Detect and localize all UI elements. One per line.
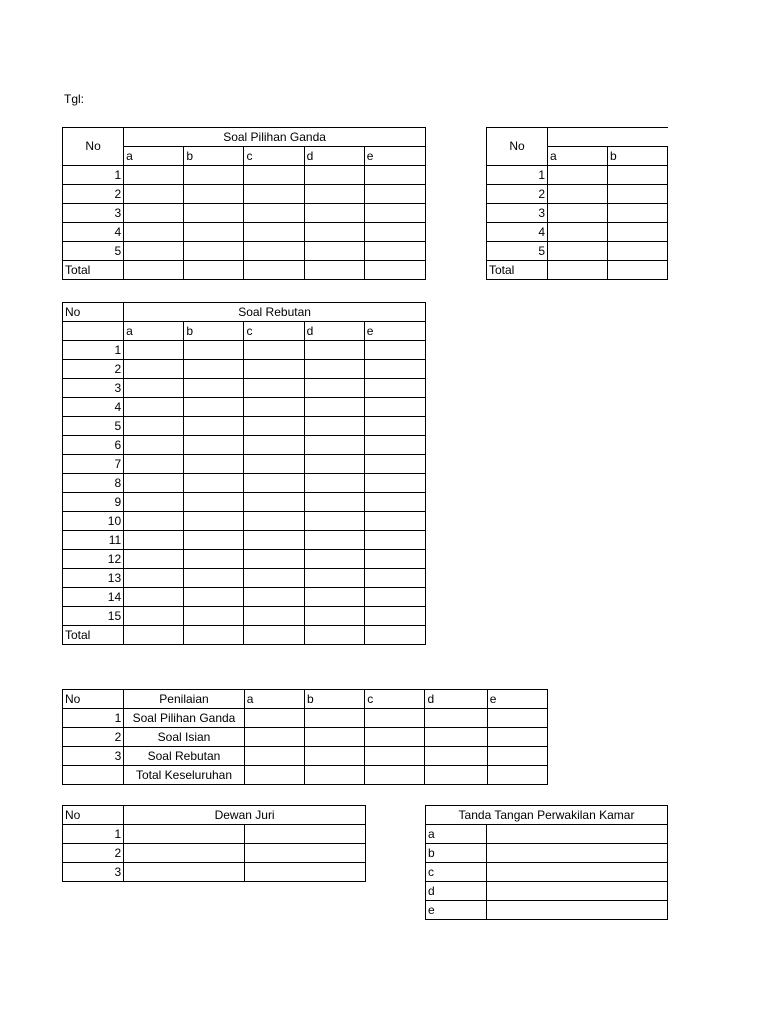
letter-header: c bbox=[244, 322, 304, 341]
score-cell[interactable] bbox=[184, 223, 244, 242]
table-row bbox=[63, 185, 426, 204]
table-row bbox=[63, 531, 426, 550]
row-number: 14 bbox=[63, 588, 124, 607]
table-row bbox=[63, 417, 426, 436]
score-cell[interactable] bbox=[364, 455, 425, 474]
score-cell[interactable] bbox=[124, 626, 184, 645]
signature-cell[interactable] bbox=[487, 844, 668, 863]
score-cell[interactable] bbox=[244, 766, 304, 785]
score-cell[interactable] bbox=[425, 747, 487, 766]
row-number: 2 bbox=[63, 360, 124, 379]
score-cell[interactable] bbox=[124, 185, 184, 204]
score-cell[interactable] bbox=[364, 379, 425, 398]
kamar-label: d bbox=[426, 882, 487, 901]
score-cell[interactable] bbox=[244, 607, 304, 626]
score-cell[interactable] bbox=[668, 166, 669, 185]
rebutan-table bbox=[62, 302, 426, 645]
score-cell[interactable] bbox=[184, 436, 244, 455]
row-number: 10 bbox=[63, 512, 124, 531]
score-cell[interactable] bbox=[304, 550, 364, 569]
no-header: No bbox=[63, 303, 124, 322]
score-cell[interactable] bbox=[425, 766, 487, 785]
score-cell[interactable] bbox=[184, 379, 244, 398]
penilaian-label: Total Keseluruhan bbox=[124, 766, 244, 785]
kamar-label: b bbox=[426, 844, 487, 863]
score-cell[interactable] bbox=[668, 185, 669, 204]
score-cell[interactable] bbox=[548, 166, 608, 185]
row-number: 1 bbox=[63, 341, 124, 360]
score-cell[interactable] bbox=[364, 417, 425, 436]
score-cell[interactable] bbox=[124, 261, 184, 280]
juri-signature-cell[interactable] bbox=[244, 825, 365, 844]
penilaian-label: Soal Pilihan Ganda bbox=[124, 709, 244, 728]
score-cell[interactable] bbox=[244, 360, 304, 379]
table-row bbox=[426, 863, 668, 882]
score-cell[interactable] bbox=[124, 417, 184, 436]
table-row bbox=[426, 882, 668, 901]
letter-header: b bbox=[184, 322, 244, 341]
score-cell[interactable] bbox=[184, 531, 244, 550]
score-cell[interactable] bbox=[364, 493, 425, 512]
score-cell[interactable] bbox=[304, 569, 364, 588]
score-cell[interactable] bbox=[364, 398, 425, 417]
score-cell[interactable] bbox=[548, 204, 608, 223]
score-cell[interactable] bbox=[184, 398, 244, 417]
signature-cell[interactable] bbox=[487, 882, 668, 901]
table-title-empty bbox=[548, 128, 669, 147]
score-cell[interactable] bbox=[184, 626, 244, 645]
score-cell[interactable] bbox=[244, 242, 304, 261]
score-cell[interactable] bbox=[184, 204, 244, 223]
row-number: 13 bbox=[63, 569, 124, 588]
score-cell[interactable] bbox=[184, 607, 244, 626]
kamar-label: a bbox=[426, 825, 487, 844]
score-cell[interactable] bbox=[365, 747, 425, 766]
score-cell[interactable] bbox=[244, 204, 304, 223]
score-cell[interactable] bbox=[244, 185, 304, 204]
score-cell[interactable] bbox=[608, 242, 668, 261]
score-cell[interactable] bbox=[364, 512, 425, 531]
score-cell[interactable] bbox=[668, 242, 669, 261]
letter-header-empty bbox=[668, 147, 669, 166]
score-cell[interactable] bbox=[244, 531, 304, 550]
score-cell[interactable] bbox=[364, 607, 425, 626]
score-cell[interactable] bbox=[244, 512, 304, 531]
no-header: No bbox=[63, 806, 124, 825]
score-cell[interactable] bbox=[548, 261, 608, 280]
score-cell[interactable] bbox=[364, 360, 425, 379]
score-cell[interactable] bbox=[304, 766, 364, 785]
side-score-table bbox=[486, 127, 668, 280]
score-cell[interactable] bbox=[304, 607, 364, 626]
score-cell[interactable] bbox=[124, 588, 184, 607]
pilihan-ganda-table bbox=[62, 127, 426, 280]
score-cell[interactable] bbox=[487, 747, 547, 766]
score-cell[interactable] bbox=[244, 493, 304, 512]
score-cell[interactable] bbox=[244, 166, 304, 185]
score-cell[interactable] bbox=[184, 550, 244, 569]
row-number: 5 bbox=[63, 242, 124, 261]
score-cell[interactable] bbox=[184, 455, 244, 474]
score-cell[interactable] bbox=[304, 242, 364, 261]
row-number: 12 bbox=[63, 550, 124, 569]
score-cell[interactable] bbox=[184, 242, 244, 261]
score-cell[interactable] bbox=[304, 709, 364, 728]
score-cell[interactable] bbox=[124, 512, 184, 531]
row-number: 2 bbox=[487, 185, 548, 204]
table-title: Soal Rebutan bbox=[124, 303, 426, 322]
score-cell[interactable] bbox=[304, 185, 364, 204]
score-cell[interactable] bbox=[364, 588, 425, 607]
score-cell[interactable] bbox=[304, 588, 364, 607]
row-number: 1 bbox=[63, 709, 124, 728]
score-cell[interactable] bbox=[184, 341, 244, 360]
score-cell[interactable] bbox=[365, 766, 425, 785]
score-cell[interactable] bbox=[124, 569, 184, 588]
score-cell[interactable] bbox=[304, 398, 364, 417]
row-number bbox=[63, 766, 124, 785]
letter-header: e bbox=[487, 690, 547, 709]
score-cell[interactable] bbox=[668, 204, 669, 223]
letter-header: e bbox=[364, 147, 425, 166]
juri-name-cell[interactable] bbox=[124, 825, 244, 844]
score-cell[interactable] bbox=[124, 607, 184, 626]
letter-header: a bbox=[124, 147, 184, 166]
score-cell[interactable] bbox=[364, 626, 425, 645]
score-cell[interactable] bbox=[608, 185, 668, 204]
letter-header: e bbox=[364, 322, 425, 341]
table-row bbox=[63, 398, 426, 417]
table-row bbox=[63, 844, 366, 863]
score-cell[interactable] bbox=[364, 166, 425, 185]
score-cell[interactable] bbox=[304, 493, 364, 512]
row-number: 6 bbox=[63, 436, 124, 455]
letter-header: d bbox=[425, 690, 487, 709]
score-cell[interactable] bbox=[184, 166, 244, 185]
score-cell[interactable] bbox=[124, 341, 184, 360]
table-title: Dewan Juri bbox=[124, 806, 366, 825]
score-cell[interactable] bbox=[124, 493, 184, 512]
row-number: 5 bbox=[63, 417, 124, 436]
no-header: No bbox=[487, 128, 548, 166]
table-row bbox=[63, 728, 548, 747]
table-row bbox=[63, 455, 426, 474]
score-cell[interactable] bbox=[304, 417, 364, 436]
row-number: 3 bbox=[63, 747, 124, 766]
penilaian-label: Soal Isian bbox=[124, 728, 244, 747]
table-row bbox=[426, 844, 668, 863]
letter-header: c bbox=[365, 690, 425, 709]
penilaian-header: Penilaian bbox=[124, 690, 244, 709]
row-number: 3 bbox=[487, 204, 548, 223]
row-number: 3 bbox=[63, 863, 124, 882]
score-cell[interactable] bbox=[304, 360, 364, 379]
score-cell[interactable] bbox=[244, 588, 304, 607]
score-cell[interactable] bbox=[364, 569, 425, 588]
dewan-juri-table bbox=[62, 805, 366, 882]
score-cell[interactable] bbox=[184, 417, 244, 436]
score-cell[interactable] bbox=[364, 531, 425, 550]
total-label: Total bbox=[487, 261, 548, 280]
table-row bbox=[63, 825, 366, 844]
score-cell[interactable] bbox=[668, 261, 669, 280]
row-number: 2 bbox=[63, 728, 124, 747]
letter-header: b bbox=[304, 690, 364, 709]
score-cell[interactable] bbox=[364, 474, 425, 493]
kamar-label: c bbox=[426, 863, 487, 882]
score-cell[interactable] bbox=[304, 204, 364, 223]
table-row bbox=[487, 204, 669, 223]
row-number: 4 bbox=[487, 223, 548, 242]
table-row bbox=[487, 185, 669, 204]
score-cell[interactable] bbox=[244, 436, 304, 455]
score-cell[interactable] bbox=[304, 728, 364, 747]
score-cell[interactable] bbox=[487, 766, 547, 785]
score-cell[interactable] bbox=[548, 242, 608, 261]
score-cell[interactable] bbox=[365, 728, 425, 747]
table-row bbox=[63, 863, 366, 882]
score-cell[interactable] bbox=[184, 569, 244, 588]
score-cell[interactable] bbox=[608, 204, 668, 223]
row-number: 2 bbox=[63, 844, 124, 863]
row-number: 1 bbox=[63, 166, 124, 185]
table-row bbox=[487, 166, 669, 185]
score-cell[interactable] bbox=[304, 474, 364, 493]
table-row bbox=[63, 242, 426, 261]
score-cell[interactable] bbox=[124, 166, 184, 185]
row-number: 2 bbox=[63, 185, 124, 204]
score-cell[interactable] bbox=[124, 398, 184, 417]
row-number: 8 bbox=[63, 474, 124, 493]
score-cell[interactable] bbox=[364, 185, 425, 204]
penilaian-table bbox=[62, 689, 548, 785]
score-cell[interactable] bbox=[608, 166, 668, 185]
juri-signature-cell[interactable] bbox=[244, 844, 365, 863]
date-label: Tgl: bbox=[64, 92, 85, 106]
row-number: 5 bbox=[487, 242, 548, 261]
score-cell[interactable] bbox=[184, 588, 244, 607]
score-cell[interactable] bbox=[124, 379, 184, 398]
score-cell[interactable] bbox=[364, 261, 425, 280]
table-row bbox=[63, 223, 426, 242]
letter-header: a bbox=[244, 690, 304, 709]
score-cell[interactable] bbox=[184, 185, 244, 204]
score-cell[interactable] bbox=[548, 185, 608, 204]
score-cell[interactable] bbox=[124, 455, 184, 474]
score-cell[interactable] bbox=[244, 550, 304, 569]
row-number: 4 bbox=[63, 223, 124, 242]
score-cell[interactable] bbox=[304, 436, 364, 455]
score-cell[interactable] bbox=[304, 223, 364, 242]
score-cell[interactable] bbox=[608, 223, 668, 242]
table-row bbox=[487, 223, 669, 242]
score-cell[interactable] bbox=[184, 360, 244, 379]
score-cell[interactable] bbox=[184, 493, 244, 512]
table-row bbox=[63, 436, 426, 455]
score-cell[interactable] bbox=[304, 379, 364, 398]
row-number: 11 bbox=[63, 531, 124, 550]
juri-signature-cell[interactable] bbox=[244, 863, 365, 882]
row-number: 1 bbox=[63, 825, 124, 844]
score-cell[interactable] bbox=[304, 166, 364, 185]
score-cell[interactable] bbox=[304, 626, 364, 645]
row-number: 9 bbox=[63, 493, 124, 512]
score-cell[interactable] bbox=[365, 709, 425, 728]
row-number: 7 bbox=[63, 455, 124, 474]
score-cell[interactable] bbox=[244, 569, 304, 588]
score-cell[interactable] bbox=[124, 223, 184, 242]
table-row bbox=[63, 569, 426, 588]
score-cell[interactable] bbox=[244, 261, 304, 280]
score-cell[interactable] bbox=[425, 728, 487, 747]
row-number: 15 bbox=[63, 607, 124, 626]
score-cell[interactable] bbox=[184, 261, 244, 280]
table-row bbox=[63, 360, 426, 379]
letter-header: a bbox=[124, 322, 184, 341]
total-label: Total bbox=[63, 626, 124, 645]
table-row bbox=[63, 379, 426, 398]
score-cell[interactable] bbox=[364, 341, 425, 360]
row-number: 1 bbox=[487, 166, 548, 185]
score-cell[interactable] bbox=[244, 379, 304, 398]
score-cell[interactable] bbox=[244, 728, 304, 747]
letter-header: b bbox=[608, 147, 668, 166]
score-cell[interactable] bbox=[184, 512, 244, 531]
score-cell[interactable] bbox=[244, 747, 304, 766]
table-row bbox=[63, 341, 426, 360]
signature-cell[interactable] bbox=[487, 825, 668, 844]
juri-name-cell[interactable] bbox=[124, 844, 244, 863]
no-header: No bbox=[63, 128, 124, 166]
signature-cell[interactable] bbox=[487, 863, 668, 882]
score-cell[interactable] bbox=[668, 223, 669, 242]
no-header: No bbox=[63, 690, 124, 709]
score-cell[interactable] bbox=[304, 512, 364, 531]
score-cell[interactable] bbox=[124, 436, 184, 455]
table-row bbox=[63, 166, 426, 185]
kamar-label: e bbox=[426, 901, 487, 920]
letter-header: d bbox=[304, 147, 364, 166]
table-row bbox=[63, 607, 426, 626]
score-cell[interactable] bbox=[124, 474, 184, 493]
score-cell[interactable] bbox=[244, 709, 304, 728]
table-row bbox=[63, 709, 548, 728]
score-cell[interactable] bbox=[304, 341, 364, 360]
letter-header: d bbox=[304, 322, 364, 341]
table-row bbox=[63, 512, 426, 531]
score-cell[interactable] bbox=[487, 709, 547, 728]
table-row bbox=[426, 825, 668, 844]
total-row bbox=[487, 261, 669, 280]
penilaian-label: Soal Rebutan bbox=[124, 747, 244, 766]
total-row bbox=[63, 626, 426, 645]
juri-name-cell[interactable] bbox=[124, 863, 244, 882]
signature-cell[interactable] bbox=[487, 901, 668, 920]
score-cell[interactable] bbox=[244, 474, 304, 493]
side-table-wrapper bbox=[486, 127, 668, 287]
score-cell[interactable] bbox=[244, 417, 304, 436]
score-cell[interactable] bbox=[124, 550, 184, 569]
table-title: Soal Pilihan Ganda bbox=[124, 128, 426, 147]
score-cell[interactable] bbox=[364, 223, 425, 242]
score-cell[interactable] bbox=[548, 223, 608, 242]
table-row bbox=[63, 493, 426, 512]
score-cell[interactable] bbox=[304, 747, 364, 766]
total-label: Total bbox=[63, 261, 124, 280]
score-cell[interactable] bbox=[244, 455, 304, 474]
score-cell[interactable] bbox=[487, 728, 547, 747]
score-cell[interactable] bbox=[364, 550, 425, 569]
score-cell[interactable] bbox=[124, 360, 184, 379]
table-row bbox=[63, 747, 548, 766]
table-row bbox=[63, 550, 426, 569]
score-cell[interactable] bbox=[244, 626, 304, 645]
row-number: 3 bbox=[63, 204, 124, 223]
score-cell[interactable] bbox=[244, 398, 304, 417]
score-cell[interactable] bbox=[608, 261, 668, 280]
score-cell[interactable] bbox=[124, 531, 184, 550]
row-number: 4 bbox=[63, 398, 124, 417]
table-row bbox=[426, 901, 668, 920]
score-cell[interactable] bbox=[364, 436, 425, 455]
total-row bbox=[63, 261, 426, 280]
score-cell[interactable] bbox=[304, 455, 364, 474]
score-cell[interactable] bbox=[304, 261, 364, 280]
tanda-tangan-table bbox=[425, 805, 668, 920]
score-cell[interactable] bbox=[364, 242, 425, 261]
letter-header: b bbox=[184, 147, 244, 166]
empty-cell bbox=[63, 322, 124, 341]
score-cell[interactable] bbox=[244, 341, 304, 360]
table-row bbox=[63, 474, 426, 493]
row-number: 3 bbox=[63, 379, 124, 398]
score-cell[interactable] bbox=[124, 242, 184, 261]
table-row bbox=[63, 588, 426, 607]
score-cell[interactable] bbox=[304, 531, 364, 550]
score-cell[interactable] bbox=[425, 709, 487, 728]
table-title: Tanda Tangan Perwakilan Kamar bbox=[426, 806, 668, 825]
letter-header: c bbox=[244, 147, 304, 166]
score-cell[interactable] bbox=[244, 223, 304, 242]
table-row bbox=[63, 204, 426, 223]
table-row bbox=[63, 766, 548, 785]
letter-header: a bbox=[548, 147, 608, 166]
score-cell[interactable] bbox=[184, 474, 244, 493]
table-row bbox=[487, 242, 669, 261]
score-cell[interactable] bbox=[364, 204, 425, 223]
score-cell[interactable] bbox=[124, 204, 184, 223]
